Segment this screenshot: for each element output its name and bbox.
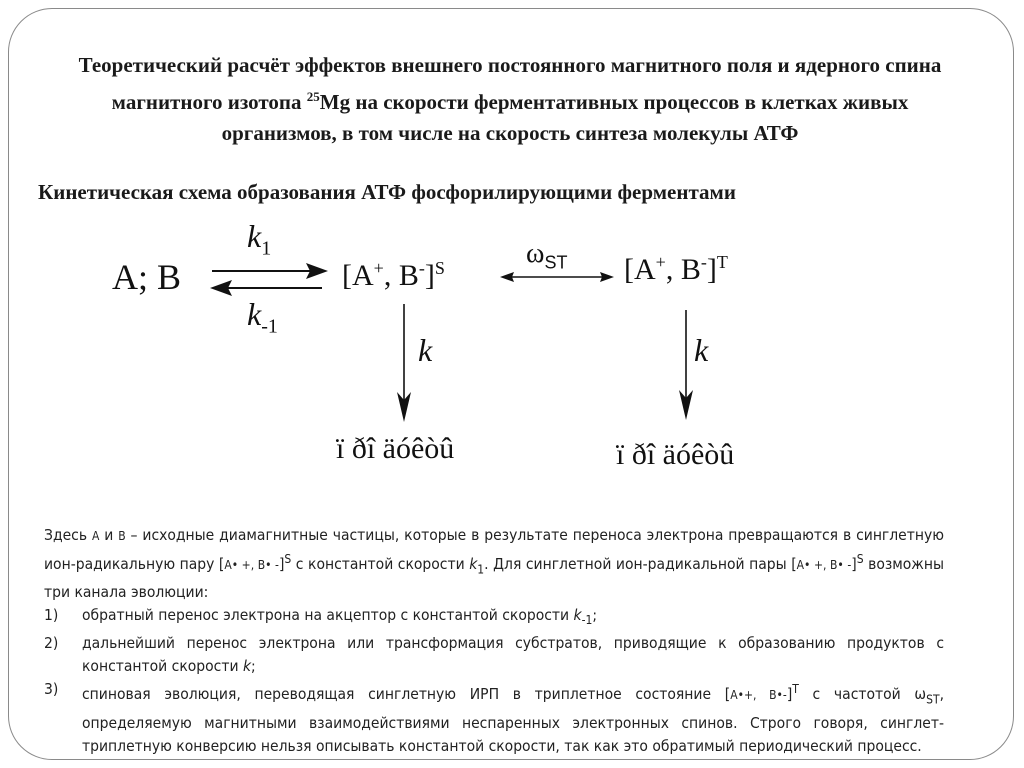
triplet-pair: [A+, B-]$^T$ <box>624 252 728 286</box>
k1-label: $k_1$ <box>247 218 272 260</box>
slide-title: Теоретический расчёт эффектов внешнего постоянного магнитного поля и ядерного спина магнитного изотопа $^{25}$Mg на скорости ферментативных процессов в клетках живых организмов, в том числе на скорость синтеза молекулы АТФ <box>78 53 942 145</box>
description-intro: Здесь A и B – исходные диамагнитные частицы, которые в результате переноса электрона превращаются в синглетную ион-радикальную пару [A• +, B• -]$^S$ с константой скорости $k_1$. Для синглетной ион-радикальной пары [A• +, B• -]$^S$ возможны три канала эволюции: <box>44 526 945 602</box>
k-right-label: k <box>694 332 709 368</box>
omega-st-label: $\omega_{ST}$ <box>526 238 568 273</box>
st-arrow-head-left <box>500 272 514 282</box>
list-item: 2) дальнейший перенос электрона или трансформация субстратов, приводящие к образованию продуктов с константой скорости k; <box>44 634 944 676</box>
list-item: 3) спиновая эволюция, переводящая синглетную ИРП в триплетное состояние [A•+, B•-]$^T$ с частотой $\omega_{ST}$, определяемую магнитными взаимодействиями неспаренных электронных спинов. Строго говоря, синглет-триплетную конверсию нельзя описывать константой скорости, так как это обратимый периодический процесс. <box>44 680 945 755</box>
description <box>44 524 944 758</box>
product-left: ï ðî äóêòû <box>336 432 455 465</box>
singlet-pair: [A+, B-]$^S$ <box>342 258 445 292</box>
reactants-label: A; B <box>112 257 182 297</box>
st-arrow-head-right <box>600 272 614 282</box>
k-left-label: k <box>418 332 433 368</box>
list-item: 1) обратный перенос электрона на акцептор с константой скорости $k_{-1}$; <box>44 606 598 628</box>
k-minus1-label: $k_{-1}$ <box>247 296 278 338</box>
scheme-subtitle: Кинетическая схема образования АТФ фосфорилирующими ферментами <box>38 180 736 204</box>
product-right: ï ðî äóêòû <box>616 438 735 471</box>
